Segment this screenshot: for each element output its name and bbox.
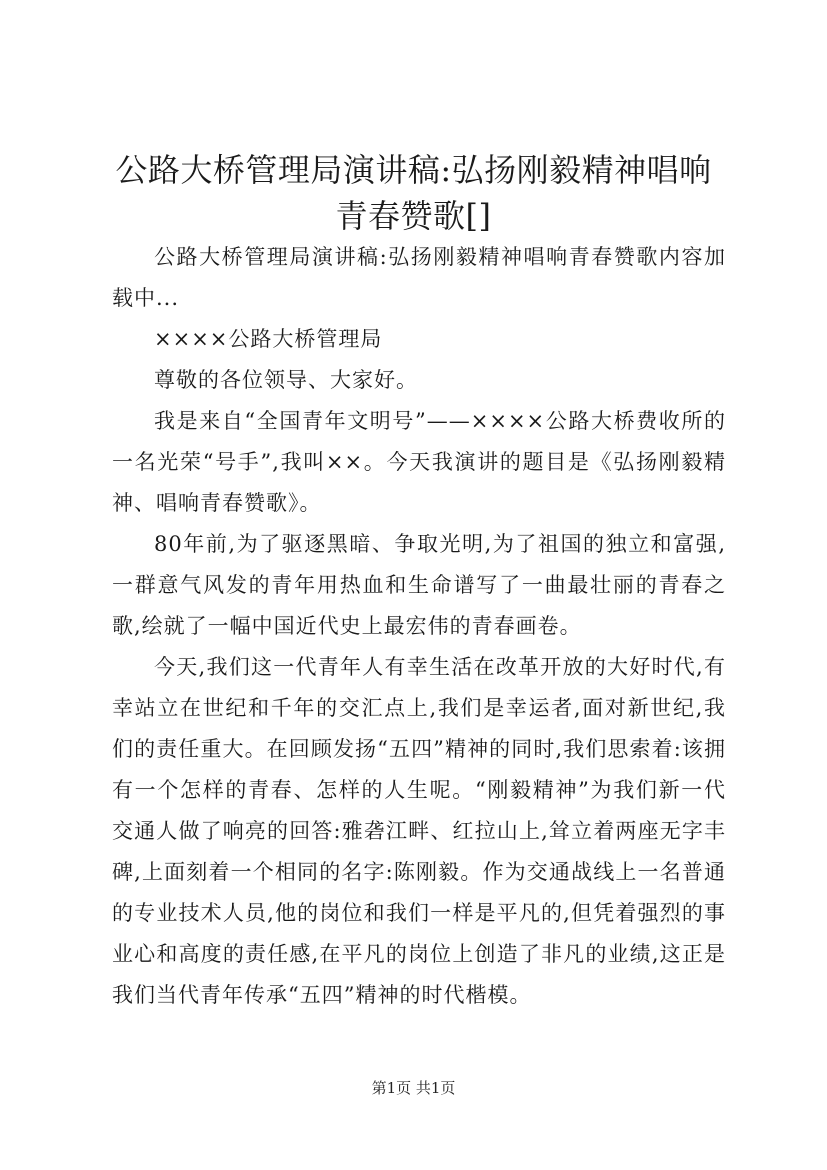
paragraph: 80年前,为了驱逐黑暗、争取光明,为了祖国的独立和富强,一群意气风发的青年用热血和生命谱写了一曲最壮丽的青春之歌,绘就了一幅中国近代史上最宏伟的青春画卷。 [112,532,726,638]
document-body [112,237,726,1016]
paragraph: 今天,我们这一代青年人有幸生活在改革开放的大好时代,有幸站立在世纪和千年的交汇点上,我们是幸运者,面对新世纪,我们的责任重大。在回顾发扬“五四”精神的同时,我们思索着:该拥有一个怎样的青春、怎样的人生呢。“刚毅精神”为我们新一代交通人做了响亮的回答:雅砻江畔、红拉山上,耸立着两座无字丰碑,上面刻着一个相同的名字:陈刚毅。作为交通战线上一名普通的专业技术人员,他的岗位和我们一样是平凡的,但凭着强烈的事业心和高度的责任感,在平凡的岗位上创造了非凡的业绩,这正是我们当代青年传承“五四”精神的时代楷模。 [112,655,726,1007]
paragraph: 我是来自“全国青年文明号”——××××公路大桥费收所的一名光荣“号手”,我叫××。今天我演讲的题目是《弘扬刚毅精神、唱响青春赞歌》。 [112,409,726,515]
paragraph: ××××公路大桥管理局 [154,327,383,351]
document-title: 公路大桥管理局演讲稿:弘扬刚毅精神唱响青春赞歌[] [115,151,712,235]
paragraph: 尊敬的各位领导、大家好。 [154,368,418,392]
page-footer: 第1页 共1页 [371,1079,456,1097]
paragraph: 公路大桥管理局演讲稿:弘扬刚毅精神唱响青春赞歌内容加载中... [112,245,726,310]
